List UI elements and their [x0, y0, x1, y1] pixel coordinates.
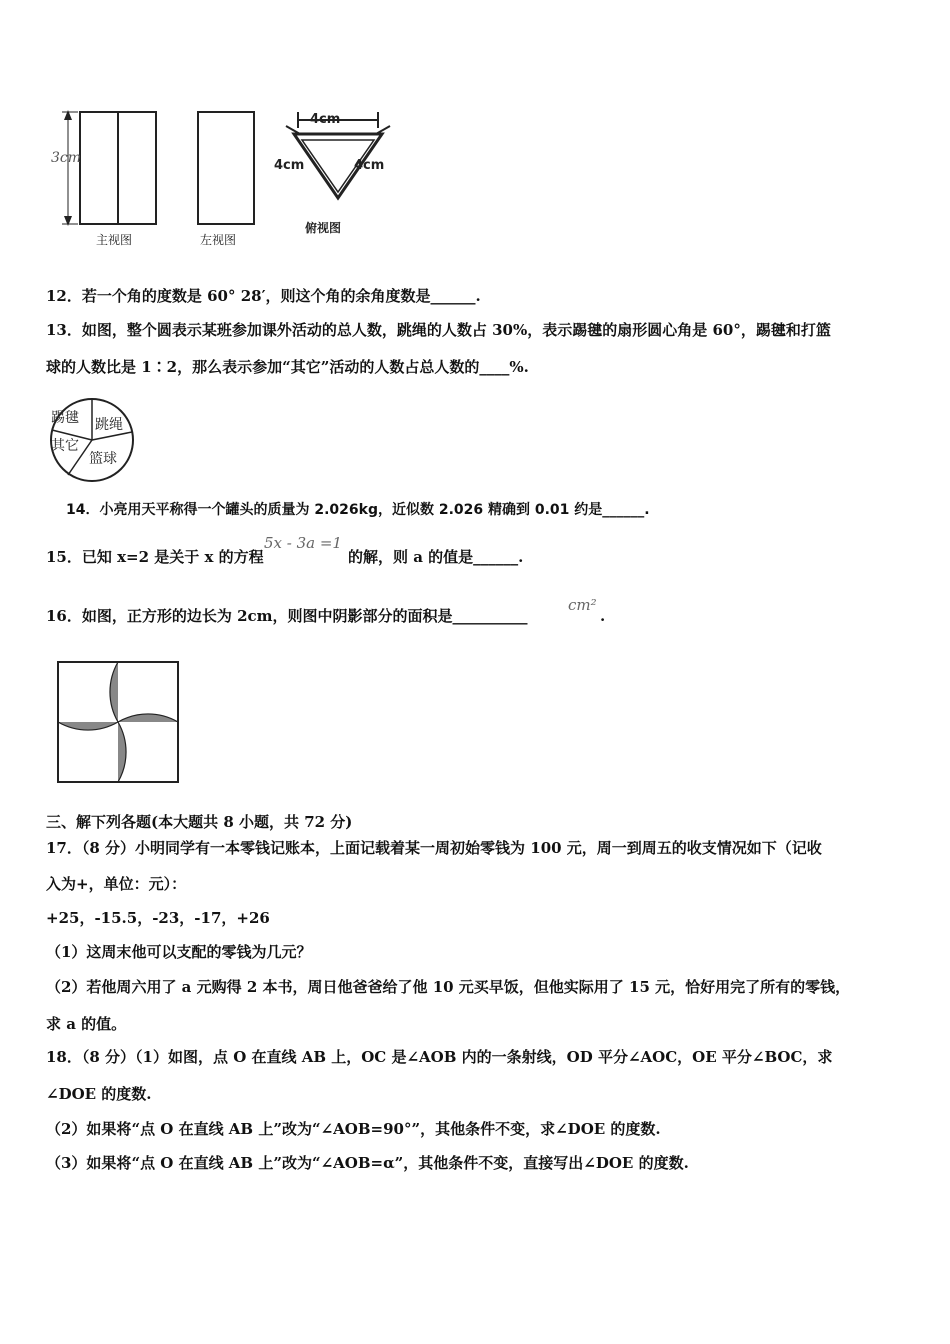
top-view [274, 112, 390, 235]
question-17-part1: （1）这周末他可以支配的零钱为几元？ [46, 943, 312, 961]
question-18-line1: 18．（8 分）（1）如图，点 O 在直线 AB 上，OC 是∠AOB 内的一条射线，OD 平分∠AOC，OE 平分∠BOC，求 [46, 1048, 833, 1066]
question-18-part3: （3）如果将“点 O 在直线 AB 上”改为“∠AOB=α”，其他条件不变，直接写出∠DOE 的度数. [46, 1154, 689, 1172]
question-15-equation: 5x - 3a =1 [264, 534, 342, 552]
pie-label-jianzi: 踢毽 [51, 410, 79, 426]
pie-label-lanqiu: 篮球 [89, 451, 117, 467]
top-right-label: 4cm [354, 158, 385, 173]
top-view-label: 俯视图 [305, 221, 342, 235]
question-13-line2: 球的人数比是 1∶2，那么表示参加“其它”活动的人数占总人数的____%. [46, 358, 529, 376]
front-view-label: 主视图 [96, 233, 133, 247]
question-18-line2: ∠DOE 的度数. [46, 1085, 152, 1103]
left-view-label: 左视图 [200, 233, 237, 247]
question-16-unit: cm² [568, 596, 597, 614]
question-15-part1: 15．已知 x=2 是关于 x 的方程 [46, 548, 264, 566]
activity-pie-figure [46, 397, 140, 483]
shaded-square-figure [56, 660, 180, 784]
question-17-part2: （2）若他周六用了 a 元购得 2 本书，周日他爸爸给了他 10 元买早饭，但他实际用了 15 元，恰好用完了所有的零钱， [46, 978, 851, 996]
top-width-label: 4cm [310, 112, 341, 127]
section-3-heading: 三、解下列各题(本大题共 8 小题，共 72 分) [46, 813, 353, 831]
top-left-label: 4cm [274, 158, 305, 173]
three-view-figure [48, 102, 398, 252]
pie-label-tiaosheng: 跳绳 [95, 417, 123, 433]
question-13-line1: 13．如图，整个圆表示某班参加课外活动的总人数，跳绳的人数占 30%，表示踢毽的扇形圆心角是 60°，踢毽和打篮 [46, 321, 831, 339]
question-16-end: . [600, 607, 606, 625]
front-height-label: 3cm [51, 150, 82, 166]
question-15-part2: 的解，则 a 的值是______. [348, 548, 524, 566]
question-17-line1: 17．（8 分）小明同学有一本零钱记账本，上面记载着某一周初始零钱为 100 元，周一到周五的收支情况如下（记收 [46, 839, 822, 857]
question-16: 16．如图，正方形的边长为 2cm，则图中阴影部分的面积是__________ [46, 607, 528, 625]
pie-label-qita: 其它 [51, 438, 79, 454]
left-view [198, 112, 254, 247]
question-14: 14．小亮用天平称得一个罐头的质量为 2.026kg，近似数 2.026 精确到 0.01 约是______. [66, 502, 650, 518]
question-17-part2-cont: 求 a 的值。 [46, 1015, 127, 1033]
front-view [51, 110, 156, 247]
question-18-part2: （2）如果将“点 O 在直线 AB 上”改为“∠AOB=90°”，其他条件不变，求∠DOE 的度数. [46, 1120, 661, 1138]
question-12: 12．若一个角的度数是 60° 28′，则这个角的余角度数是______. [46, 287, 481, 305]
question-17-line2: 入为+，单位：元）： [46, 875, 187, 893]
question-17-data: +25，-15.5，-23，-17，+26 [46, 909, 270, 927]
